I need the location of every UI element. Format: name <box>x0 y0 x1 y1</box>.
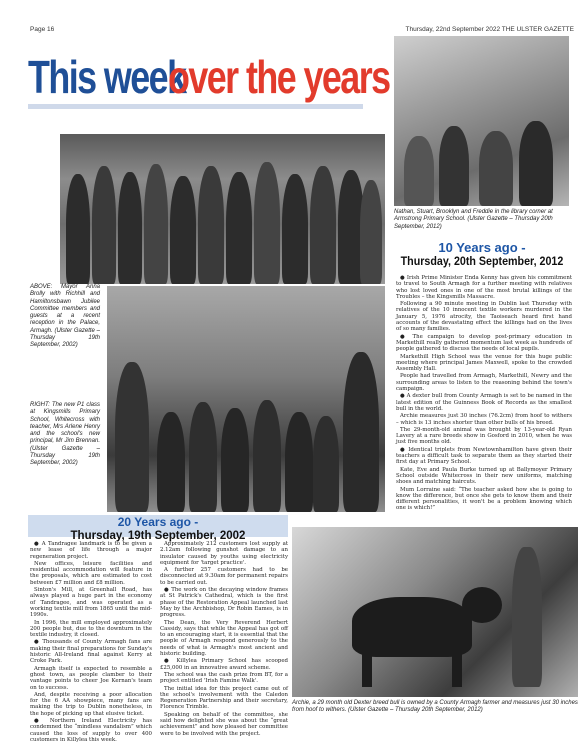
article-paragraph: ● A dexter bull from County Armagh is set to be named in the latest edition of the Guinness Book of Records as the smallest bull in the world. <box>396 393 572 412</box>
title-underline <box>28 104 363 109</box>
twenty-years-column-1 <box>30 541 152 744</box>
article-paragraph: Speaking on behalf of the committee, she said how delighted she was about the “great achievement” and how pleased her committee were to be involved with the project. <box>160 711 288 737</box>
article-paragraph: Markethill High School was the venue for this huge public meeting where principal James Maxwell, spoke to the crowded Assembly Hall. <box>396 353 572 373</box>
article-paragraph: Kate, Eve and Paula Burke turned up at Ballymoyer Primary School outside Whitecross in their new uniforms, matching shoes and matching haircuts. <box>396 466 572 486</box>
bull-photo-caption: Archie, a 29 month old Dexter breed bull is owned by a County Armagh farmer and measures just 30 inches from hoof to withers. (Ulster Gazette – Thursday 20th September, 2012) <box>292 700 578 714</box>
library-photo <box>394 36 569 206</box>
article-paragraph: In 1996, the mill employed approximately 200 people but, due to the downturn in the textile industry, it closed. <box>30 619 152 639</box>
class-photo-caption: RIGHT: The new P1 class at Kingsmills Primary School, Whitecross with teacher, Mrs Arlene Henry and the school's new principal, Mr Jim Brennan. (Ulster Gazette – Thursday 19th September, 2002) <box>30 402 100 467</box>
article-paragraph: ● The work on the decaying window frames at St Patrick's Cathedral, which is the first phase of the Restoration Appeal launched last May by the Archbishop, Dr Robin Eames, is in progress. <box>160 587 288 619</box>
article-paragraph: ● Killylea Primary School has scooped £25,000 in an innovative award scheme. <box>160 658 288 671</box>
article-paragraph: The initial idea for this project came out of the school's involvement with the Caledon Regeneration Partnership and their secretary, Florence Trimble. <box>160 685 288 711</box>
ten-years-label: 10 Years ago - <box>438 240 526 255</box>
issue-date-line: Thursday, 22nd September 2022 THE ULSTER GAZETTE <box>405 26 574 33</box>
dexter-bull-photo <box>292 527 578 697</box>
article-paragraph: A further 257 customers had to be disconnected at 9.30am for permanent repairs to be carried out. <box>160 567 288 586</box>
article-paragraph: Approximately 212 customers lost supply at 2.12am following gunshot damage to an insulator caused by youths using electricity equipment for 'target practice'. <box>160 541 288 566</box>
article-paragraph: ● Irish Prime Minister Enda Kenny has given his commitment to travel to South Armagh for a further meeting with relatives who lost loved ones in one of the most brutal killings of the Troubles – the Kingsmills Massacre. <box>396 275 572 300</box>
title-part-red: over the years <box>167 51 390 103</box>
article-paragraph: And, despite receiving a poor allocation for the 6 AA showpiece, many fans are making the trip to Dublin nonetheless, in the hope of picking up that elusive ticket. <box>30 691 152 717</box>
article-paragraph: Armagh itself is expected to resemble a ghost town, as people clamber to their vantage points to cheer Joe Kernan's team on to success. <box>30 665 152 691</box>
page-title <box>28 46 452 108</box>
article-paragraph: ● A Tandragee landmark is to be given a new lease of life through a major regeneration project. <box>30 541 152 560</box>
p1-class-photo <box>107 286 385 512</box>
article-paragraph: ● The campaign to develop post-primary education in Markethill really gathered momentum last week as hundreds of people gathered to discuss the needs of local pupils. <box>396 333 572 353</box>
article-paragraph: Mum Lorraine said: “The teacher asked how she is going to know the difference, but once she gets to know them and their different personalities, it won't be a problem knowing which one is which!” <box>396 486 572 512</box>
group-photo-caption: ABOVE: Mayor Anna Brolly with Richhill and Hamiltonsbawn Jubilee Committee members and guests at a recent reception in the Palace, Armagh. (Ulster Gazette – Thursday 19th September, 2002) <box>30 284 100 349</box>
article-paragraph: ● Identical triplets from Newtownhamilton have given their teachers a difficult task to separate them as they started their first day at Primary School. <box>396 446 572 466</box>
twenty-years-column-2 <box>160 541 288 738</box>
article-paragraph: The Dean, the Very Reverend Herbert Cassidy, says that while the Appeal has got off to an encouraging start, it is essential that the people of Armagh respond generously to the needs of what is Armagh's most ancient and historic building. <box>160 619 288 658</box>
twenty-years-date: Thursday, 19th September, 2002 <box>70 530 246 542</box>
twenty-years-label: 20 Years ago - <box>117 515 199 529</box>
article-paragraph: The 29-month-old animal was brought by 13-year-old Ryan Lavery at a rare breeds show in Gosford in 2010, when he was just five months old. <box>396 426 572 446</box>
article-paragraph: Sinton's Mill, at Greenhall Road, has always played a huge part in the economy of Tandragee, and was operated as a working textile mill from 1865 until the mid-1990s. <box>30 587 152 619</box>
title-part-blue: This week <box>28 51 186 103</box>
article-paragraph: Following a 90 minute meeting in Dublin last Thursday with relatives of the 10 innocent textile workers murdered in the January 5, 1976 atrocity, the Taoiseach heard first hand accounts of the devastating effect the killings had on the lives of so many families. <box>396 301 572 333</box>
article-paragraph: ● Thousands of County Armagh fans are making their final preparations for Sunday's historic All-Ireland final against Kerry at Croke Park. <box>30 639 152 665</box>
ten-years-article <box>396 275 572 513</box>
twenty-years-heading <box>28 515 288 542</box>
article-paragraph: Archie measures just 30 inches (76.2cm) from hoof to withers – which is 13 inches shorter than other bulls of his breed. <box>396 413 572 426</box>
group-reception-photo <box>60 134 385 284</box>
library-photo-caption: Nathan, Stuart, Brooklyn and Freddie in the library corner at Armstrong Primary School. (Ulster Gazette – Thursday 20th September, 2012) <box>394 209 553 230</box>
page-number: Page 16 <box>30 26 55 33</box>
article-paragraph: The school was the cash prize from BT, for a project entitled 'Irish Famine Walk'. <box>160 671 288 685</box>
article-paragraph: ● Northern Ireland Electricity has condemned the “mindless vandalism” which caused the loss of supply to over 400 customers in Killylea this week. <box>30 718 152 743</box>
article-paragraph: New offices, leisure facilities and residential accommodation will feature in the proposals, which are estimated to cost between £7 million and £8 million. <box>30 560 152 586</box>
article-paragraph: People had travelled from Armagh, Markethill, Newry and the surrounding areas to listen to the reasoning behind the town's campaign. <box>396 373 572 393</box>
ten-years-date: Thursday, 20th September, 2012 <box>400 256 564 268</box>
ten-years-heading <box>392 240 572 268</box>
